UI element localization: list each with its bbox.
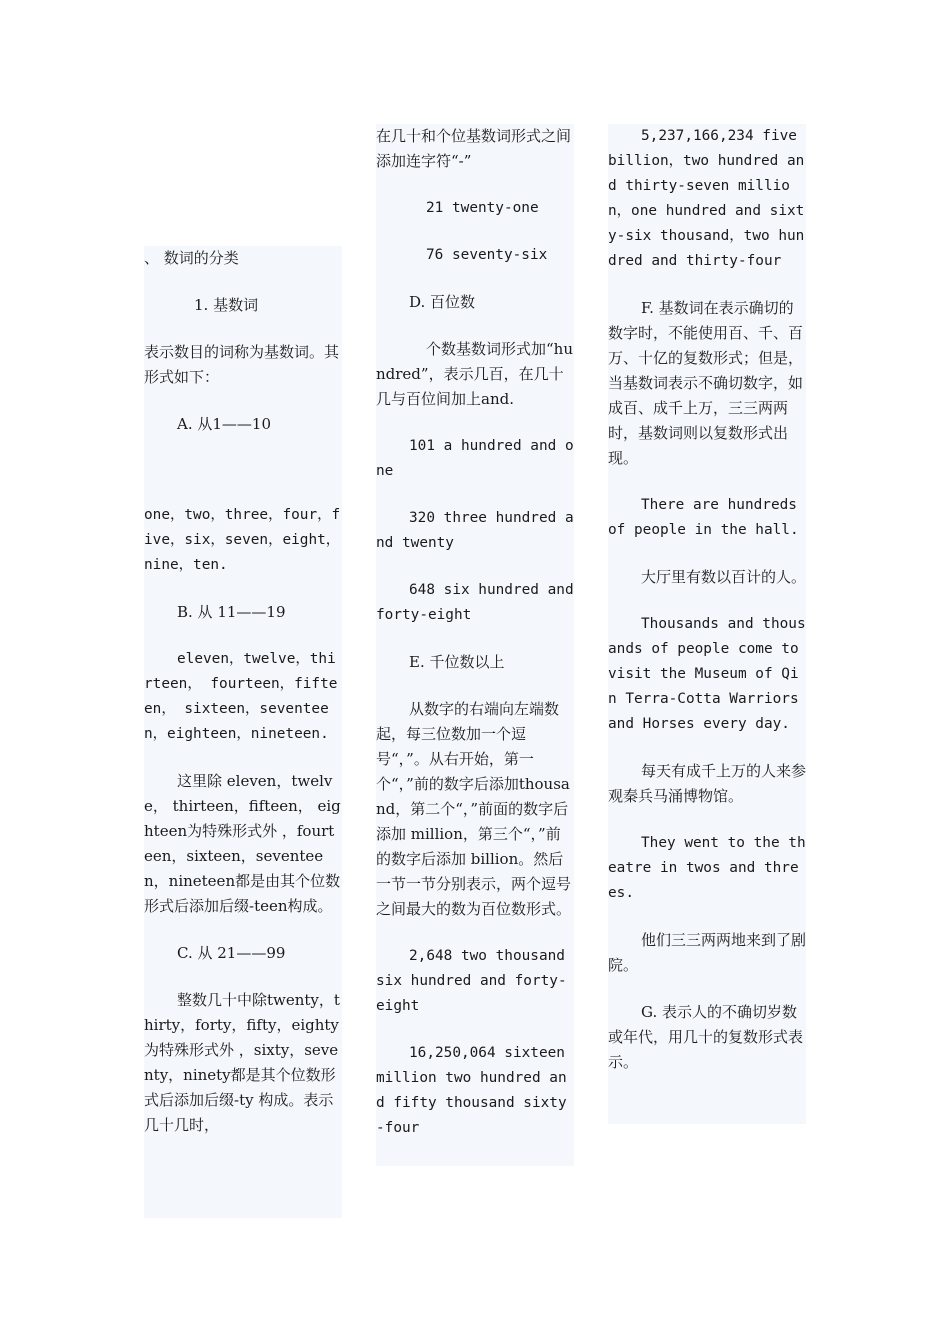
item-heading: C. 从 21——99 bbox=[177, 944, 286, 962]
example: 76 seventy-six bbox=[426, 247, 548, 263]
column-1 bbox=[144, 246, 342, 1218]
paragraph: 从数字的右端向左端数起，每三位数加一个逗号“，”。从右开始，第一个“，”前的数字后添加thousand，第二个“，”前面的数字后添加 million，第三个“，”前的数字后添加 billion。然后一节一节分别表示，两个逗号之间最大的数为百位数形式。 bbox=[376, 700, 572, 918]
example: Thousands and thousands of people come to visit the Museum of Qin Terra-Cotta Warriors and Horses every day. bbox=[608, 616, 806, 732]
paragraph: 这里除 eleven，twelve， thirteen，fifteen， eighteen为特殊形式外 ，fourteen，sixteen，seventeen，nineteen都是由其个位数形式后添加后缀-teen构成。 bbox=[144, 772, 341, 915]
paragraph: 表示数目的词称为基数词。其形式如下： bbox=[144, 343, 340, 386]
example: 2,648 two thousand six hundred and forty-eight bbox=[376, 948, 567, 1014]
example: 5,237,166,234 five billion，two hundred and thirty-seven million，one hundred and sixty-six thousand，two hundred and thirty-four bbox=[608, 128, 805, 269]
column-3 bbox=[608, 124, 806, 1124]
word-list: one，two，three，four，five，six，seven，eight，nine，ten. bbox=[144, 507, 341, 573]
paragraph: 在几十和个位基数词形式之间添加连字符“-” bbox=[376, 127, 572, 170]
example: 21 twenty-one bbox=[426, 200, 539, 216]
example: 320 three hundred and twenty bbox=[376, 510, 574, 551]
paragraph: G. 表示人的不确切岁数或年代，用几十的复数形式表示。 bbox=[608, 1003, 804, 1071]
translation: 大厅里有数以百计的人。 bbox=[641, 568, 807, 586]
translation: 每天有成千上万的人来参观秦兵马涌博物馆。 bbox=[608, 762, 807, 805]
example: They went to the theatre in twos and threes. bbox=[608, 835, 806, 901]
item-heading: E. 千位数以上 bbox=[409, 653, 505, 671]
item-heading: D. 百位数 bbox=[409, 293, 476, 311]
example: 16,250,064 sixteen million two hundred and fifty thousand sixty-four bbox=[376, 1045, 567, 1136]
paragraph: 整数几十中除twenty，thirty，forty，fifty，eighty为特殊形式外 ，sixty，seventy，ninety都是其个位数形式后添加后缀-ty 构成。表示几十几时， bbox=[144, 991, 340, 1134]
paragraph: F. 基数词在表示确切的数字时，不能使用百、千、百万、十亿的复数形式；但是，当基数词表示不确切数字，如成百、成千上万，三三两两时，基数词则以复数形式出现。 bbox=[608, 299, 804, 467]
word-list: eleven，twelve，thirteen， fourteen，fifteen， sixteen，seventeen，eighteen，nineteen. bbox=[144, 651, 338, 742]
translation: 他们三三两两地来到了剧院。 bbox=[608, 931, 807, 974]
example: There are hundreds of people in the hall. bbox=[608, 497, 799, 538]
section-heading: 、 数词的分类 bbox=[144, 249, 239, 267]
paragraph: 个数基数词形式加“hundred”，表示几百，在几十几与百位间加上and. bbox=[376, 340, 573, 408]
item-heading: A. 从1——10 bbox=[177, 415, 271, 433]
example: 101 a hundred and one bbox=[376, 438, 574, 479]
subsection-heading: 1. 基数词 bbox=[194, 296, 259, 314]
item-heading: B. 从 11——19 bbox=[177, 603, 286, 621]
column-2 bbox=[376, 124, 574, 1166]
example: 648 six hundred and forty-eight bbox=[376, 582, 574, 623]
